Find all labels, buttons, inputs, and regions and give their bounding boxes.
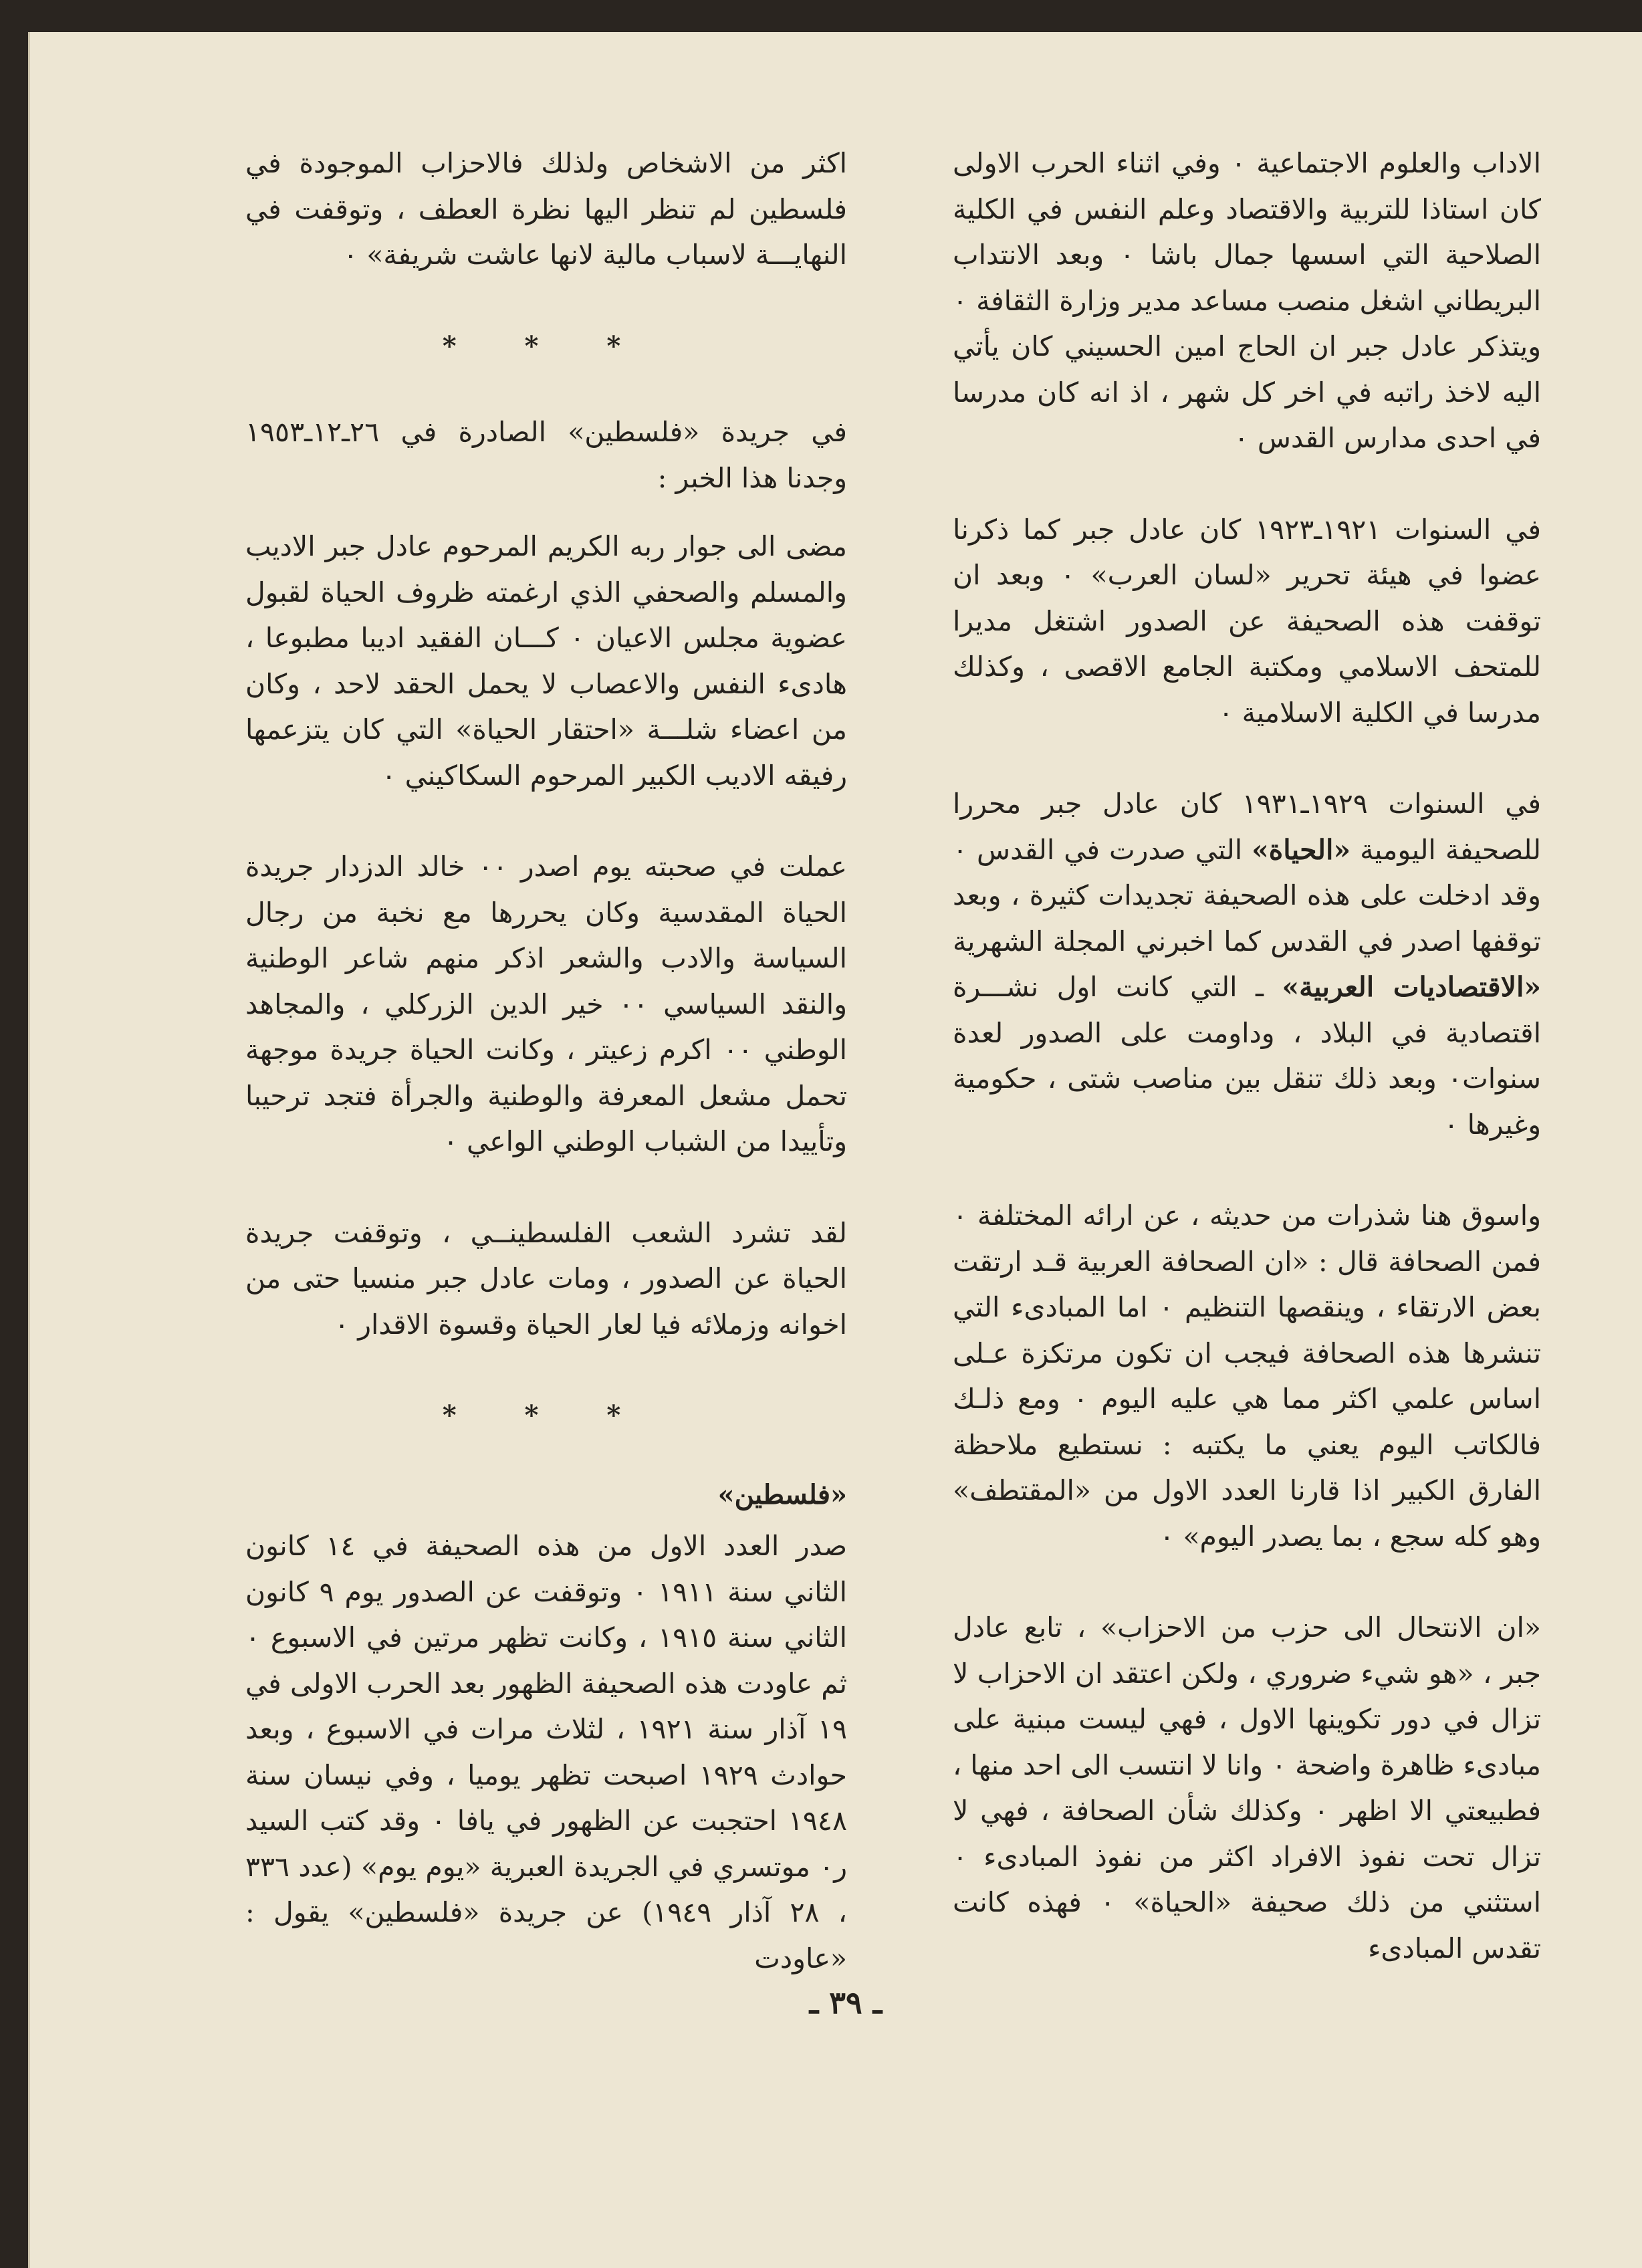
right-paragraph-5: «ان الانتحال الى حزب من الاحزاب» ، تابع عادل جبر ، «هو شيء ضروري ، ولكن اعتقد ان الاحزاب لا تزال في دور تكوينها الاول ، فهي ليست مبنية على مبادىء ظاهرة واضحة ٠ وانا لا انتسب الى احد منها ، فطبيعتي الا اظهر ٠ وكذلك شأن الصحافة ، فهي لا تزال تحت نفوذ الافراد اكثر من نفوذ المبادىء ٠ استثني من ذلك صحيفة «الحياة» ٠ فهذه كانت تقدس المبادىء — [953, 1611, 1541, 1964]
newspaper-name-alhayat: «الحياة» — [1252, 833, 1351, 866]
section-divider-stars-2: * * * — [442, 1399, 651, 1431]
section-divider-stars: * * * — [442, 330, 651, 362]
page-number: ـ ٣٩ ـ — [809, 1984, 883, 2021]
section-heading-filastin: «فلسطين» — [717, 1478, 847, 1510]
right-paragraph-1: الاداب والعلوم الاجتماعية ٠ وفي اثناء الحرب الاولى كان استاذا للتربية والاقتصاد وعلم النفس في الكلية الصلاحية التي اسسها جمال باشا ٠ وبعد الانتداب البريطاني اشغل منصب مساعد مدير وزارة الثقافة ٠ ويتذكر عادل جبر ان الحاج امين الحسيني كان يأتي اليه لاخذ راتبه في اخر كل شهر ، اذ انه كان مدرسا في احدى مدارس القدس ٠ — [953, 147, 1541, 454]
right-paragraph-3 — [953, 781, 1541, 1147]
magazine-name-iqtisadiyat: «الاقتصاديات العربية» — [1282, 971, 1542, 1003]
left-paragraph-5: لقد تشرد الشعب الفلسطينــي ، وتوقفت جريدة الحياة عن الصدور ، ومات عادل جبر منسيا حتى من اخوانه وزملائه فيا لعار الحياة وقسوة الاقدار ٠ — [245, 1216, 847, 1341]
left-paragraph-1: اكثر من الاشخاص ولذلك فالاحزاب الموجودة في فلسطين لم تنظر اليها نظرة العطف ، وتوقفت في النهايـــة لاسباب مالية لانها عاشت شريفة» ٠ — [245, 147, 847, 271]
document-page — [28, 32, 1642, 2268]
right-paragraph-3-text-c: ـ التي كانت اول نشـــرة اقتصادية في البلاد ، وداومت على الصدور لعدة سنوات٠ وبعد ذلك تنقل بين مناصب شتى ، حكومية وغيرها ٠ — [953, 971, 1541, 1141]
right-paragraph-3-text-a: في السنوات ١٩٢٩ـ١٩٣١ كان عادل جبر محررا للصحيفة اليومية — [953, 788, 1541, 866]
left-paragraph-6: صدر العدد الاول من هذه الصحيفة في ١٤ كانون الثاني سنة ١٩١١ ٠ وتوقفت عن الصدور يوم ٩ كانون الثاني سنة ١٩١٥ ، وكانت تظهر مرتين في الاسبوع ٠ ثم عاودت هذه الصحيفة الظهور بعد الحرب الاولى في ١٩ آذار سنة ١٩٢١ ، لثلاث مرات في الاسبوع ، وبعد حوادث ١٩٢٩ اصبحت تظهر يوميا ، وفي نيسان سنة ١٩٤٨ احتجبت عن الظهور في يافا ٠ وقد كتب السيد ر٠ موتسري في الجريدة العبرية «يوم يوم» (عدد ٣٣٦ ، ٢٨ آذار ١٩٤٩) عن جريدة «فلسطين» يقول : «عاودت — [245, 1530, 848, 1974]
right-column — [953, 140, 1541, 2017]
left-paragraph-3: مضى الى جوار ربه الكريم المرحوم عادل جبر الاديب والمسلم والصحفي الذي ارغمته ظروف الحياة لقبول عضوية مجلس الاعيان ٠ كـــان الفقيد اديبا مطبوعا ، هادىء النفس والاعصاب لا يحمل الحقد لاحد ، وكان من اعضاء شلـــة «احتقار الحياة» التي كان يتزعمها رفيقه الاديب الكبير المرحوم السكاكيني ٠ — [245, 530, 847, 792]
right-paragraph-2: في السنوات ١٩٢١ـ١٩٢٣ كان عادل جبر كما ذكرنا عضوا في هيئة تحرير «لسان العرب» ٠ وبعد ان توقفت هذه الصحيفة عن الصدور اشتغل مديرا للمتحف الاسلامي ومكتبة الجامع الاقصى ، وكذلك مدرسا في الكلية الاسلامية ٠ — [953, 513, 1541, 729]
left-column — [245, 140, 847, 2027]
left-paragraph-2: في جريدة «فلسطين» الصادرة في ٢٦ـ١٢ـ١٩٥٣ وجدنا هذا الخبر : — [245, 416, 847, 494]
left-paragraph-4: عملت في صحبته يوم اصدر ٠٠ خالد الدزدار جريدة الحياة المقدسية وكان يحررها مع نخبة من رجال السياسة والادب والشعر اذكر منهم شاعر الوطنية والنقد السياسي ٠٠ خير الدين الزركلي ، والمجاهد الوطني ٠٠ اكرم زعيتر ، وكانت الحياة جريدة موجهة تحمل مشعل المعرفة والوطنية والجرأة فتجد ترحيبا وتأييدا من الشباب الوطني الواعي ٠ — [245, 850, 847, 1157]
right-paragraph-3-text-b: التي صدرت في القدس ٠ وقد ادخلت على هذه الصحيفة تجديدات كثيرة ، وبعد توقفها اصدر في القدس كما اخبرني المجلة الشهرية — [953, 833, 1541, 957]
right-paragraph-4: واسوق هنا شذرات من حديثه ، عن ارائه المختلفة ٠ فمن الصحافة قال : «ان الصحافة العربية قـد ارتقت بعض الارتقاء ، وينقصها التنظيم ٠ اما المبادىء التي تنشرها هذه الصحافة فيجب ان تكون مرتكزة عـلى اساس علمي اكثر مما هي عليه اليوم ٠ ومع ذلـك فالكاتب اليوم يعني ما يكتبه : نستطيع ملاحظة الفارق الكبير اذا قارنا العدد الاول من «المقتطف» وهو كله سجع ، بما يصدر اليوم» ٠ — [953, 1200, 1542, 1553]
